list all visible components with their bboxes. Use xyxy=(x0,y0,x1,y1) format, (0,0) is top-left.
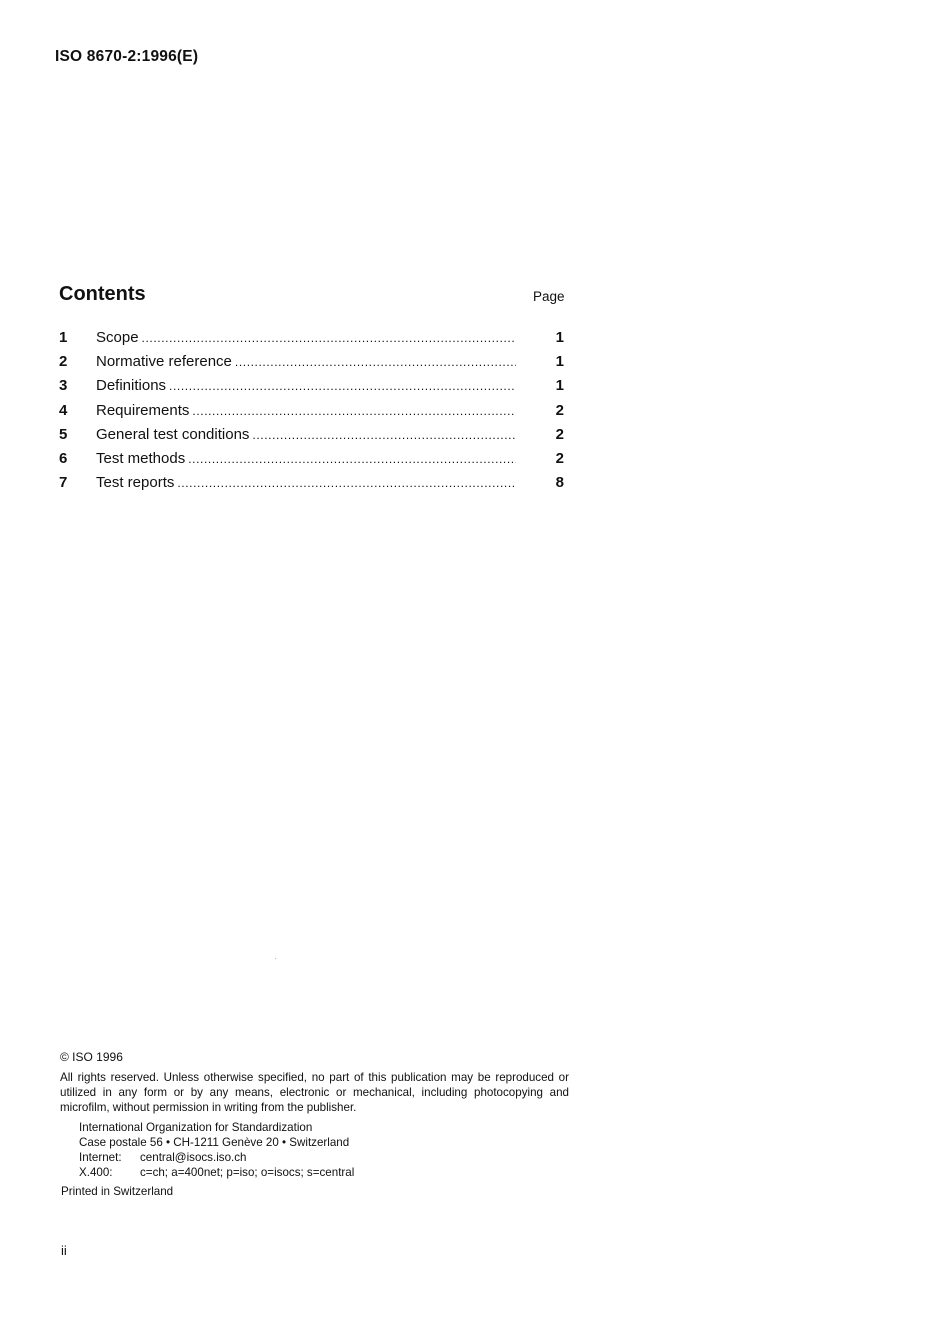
toc-entry-title: Scope xyxy=(96,329,139,346)
toc-entry-number: 4 xyxy=(59,401,68,419)
toc-entry-title: Requirements xyxy=(96,401,190,419)
internet-line xyxy=(79,1150,354,1165)
toc-entry-page: 2 xyxy=(555,449,564,467)
toc-leader xyxy=(96,329,516,346)
toc-entry-title: Definitions xyxy=(96,377,167,395)
org-name: International Organization for Standardization xyxy=(79,1121,313,1134)
toc-leader xyxy=(96,426,516,443)
toc-entry-page: 1 xyxy=(555,377,564,395)
x400-line xyxy=(79,1165,354,1180)
toc-entry-number: 6 xyxy=(59,449,68,467)
toc-dot-leader xyxy=(188,452,516,466)
scan-speck xyxy=(275,958,276,959)
page-column-label: Page xyxy=(533,289,565,304)
toc-entry-title: General test conditions xyxy=(96,425,250,443)
toc-entry-test-reports[interactable] xyxy=(59,474,569,498)
publisher-address xyxy=(79,1120,354,1180)
toc-dot-leader xyxy=(192,404,516,418)
toc-entry-test-methods[interactable] xyxy=(59,450,569,474)
internet-label: Internet: xyxy=(79,1151,122,1164)
toc-leader xyxy=(96,474,516,491)
rights-statement: All rights reserved. Unless otherwise specified, no part of this publication may be reproduced or utilized in any form or by any means, electronic or mechanical, including photocopying and microfilm, without permission in writing from the publisher. xyxy=(60,1071,569,1114)
toc-dot-leader xyxy=(142,331,516,345)
table-of-contents xyxy=(59,329,569,498)
toc-entry-page: 2 xyxy=(555,401,564,419)
x400-address: c=ch; a=400net; p=iso; o=isocs; s=central xyxy=(140,1166,355,1179)
toc-leader xyxy=(96,402,516,419)
toc-entry-page: 8 xyxy=(555,474,564,492)
toc-entry-normative-reference[interactable] xyxy=(59,353,569,377)
toc-dot-leader xyxy=(177,476,516,490)
toc-entry-page: 1 xyxy=(555,353,564,371)
toc-entry-title: Normative reference xyxy=(96,353,232,371)
toc-dot-leader xyxy=(252,428,516,442)
toc-entry-number: 5 xyxy=(59,425,68,443)
toc-leader xyxy=(96,450,516,467)
toc-leader xyxy=(96,353,516,370)
internet-address: central@isocs.iso.ch xyxy=(140,1151,247,1164)
toc-entry-definitions[interactable] xyxy=(59,377,569,401)
postal-address: Case postale 56 • CH-1211 Genève 20 • Switzerland xyxy=(79,1136,350,1149)
toc-entry-requirements[interactable] xyxy=(59,402,569,426)
printed-in: Printed in Switzerland xyxy=(61,1185,174,1198)
toc-dot-leader xyxy=(235,355,516,369)
toc-dot-leader xyxy=(169,379,516,393)
toc-leader xyxy=(96,377,516,394)
toc-entry-title: Test methods xyxy=(96,449,186,467)
toc-entry-general-test-conditions[interactable] xyxy=(59,426,569,450)
toc-entry-number: 2 xyxy=(59,353,68,371)
toc-entry-number: 1 xyxy=(59,329,68,346)
toc-entry-number: 3 xyxy=(59,377,68,395)
page-number: ii xyxy=(61,1243,67,1258)
toc-entry-scope[interactable] xyxy=(59,329,569,353)
document-id: ISO 8670-2:1996(E) xyxy=(55,48,199,65)
x400-label: X.400: xyxy=(79,1166,113,1179)
copyright-notice: © ISO 1996 xyxy=(60,1050,123,1064)
toc-entry-title: Test reports xyxy=(96,474,175,492)
toc-entry-page: 2 xyxy=(555,425,564,443)
contents-heading: Contents xyxy=(59,283,146,305)
toc-entry-number: 7 xyxy=(59,474,68,492)
toc-entry-page: 1 xyxy=(555,329,564,346)
